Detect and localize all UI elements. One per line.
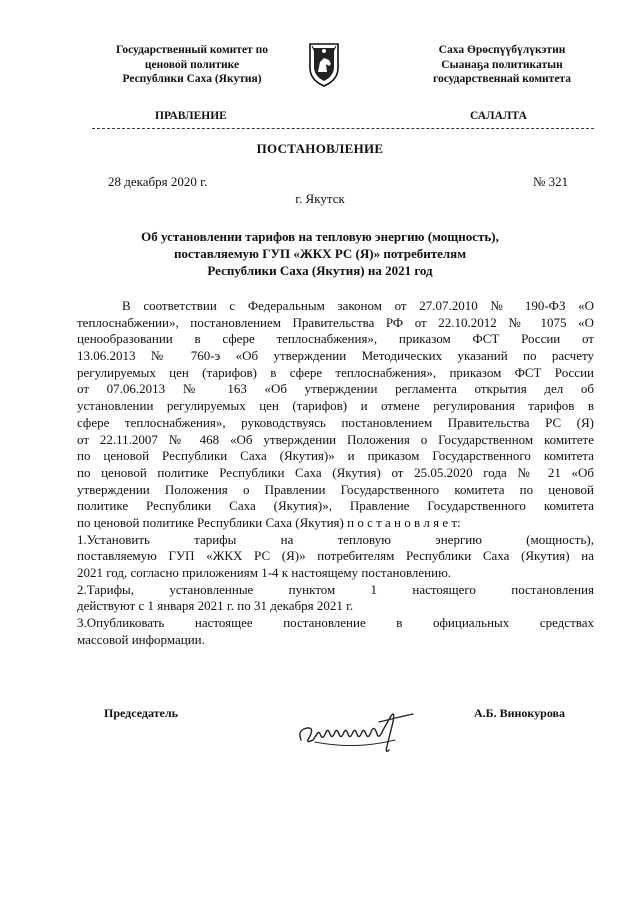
preamble-line: сфере теплоснабжения», руководствуясь постановлением Правительства РС (Я): [77, 414, 594, 430]
preamble-line: по ценовой политике Республики Саха (Якутия) от 25.05.2020 года № 21 «Об: [77, 464, 594, 480]
resolution-item-2: [77, 582, 594, 599]
sakha-coat-of-arms-icon: [307, 42, 341, 88]
item-number: 3.: [77, 615, 87, 631]
item-text: Тарифы, установленные пунктом 1 настоящего постановления: [86, 581, 594, 597]
agency-name-line: государственнай комитета: [433, 73, 571, 85]
board-label-russian: ПРАВЛЕНИЕ: [155, 110, 227, 122]
item-number: 1.: [77, 531, 87, 547]
preamble-line: ценообразовании в сфере теплоснабжения», приказом ФСТ России от: [77, 331, 594, 347]
preamble-line: по ценовой Республики Саха (Якутия)» и приказом Государственного комитета: [77, 448, 594, 464]
item-number: 2.: [77, 581, 87, 597]
resolution-item-3: [77, 615, 594, 632]
agency-name-russian: [96, 43, 288, 87]
preamble-line: теплоснабжении», постановлением Правительства РФ от 22.10.2012 № 1075 «О: [77, 314, 594, 330]
preamble-line: В соответствии с Федеральным законом от 27.07.2010 № 190-ФЗ «О: [122, 298, 594, 313]
document-city: г. Якутск: [295, 191, 345, 206]
document-subject: [110, 228, 530, 279]
header-divider: [92, 128, 594, 129]
subject-line: Об установлении тарифов на тепловую энергию (мощность),: [141, 229, 499, 244]
subject-line: поставляемую ГУП «ЖКХ РС (Я)» потребителям: [173, 246, 467, 261]
agency-name-line: Саха Өрөспүүбүлүкэтин: [438, 44, 566, 56]
item-text: Установить тарифы на тепловую энергию (мощность),: [86, 531, 594, 547]
document-date: 28 декабря 2020 г.: [108, 174, 208, 189]
agency-name-line: Республики Саха (Якутия): [122, 73, 262, 85]
item-text: действуют с 1 января 2021 г. по 31 декабря 2021 г.: [77, 598, 354, 614]
preamble-line: по ценовой политике Республики Саха (Якутия) п о с т а н о в л я е т:: [77, 514, 461, 530]
document-body: [77, 298, 594, 648]
item-text: массовой информации.: [77, 631, 205, 647]
resolution-item-1: [77, 532, 594, 549]
agency-name-line: ценовой политике: [144, 58, 240, 71]
preamble-line: установлении регулируемых цен (тарифов) и отмене регулирования тарифов в: [77, 398, 594, 414]
preamble-line: регулируемых цен (тарифов) в сфере теплоснабжения», приказом ФСТ России: [77, 364, 594, 380]
item-text: поставляемую ГУП «ЖКХ РС (Я)» потребителям Республики Саха (Якутия) на: [77, 548, 594, 564]
item-text: Опубликовать настоящее постановление в официальных средствах: [86, 615, 594, 631]
subject-line: Республики Саха (Якутия) на 2021 год: [207, 263, 433, 278]
agency-name-yakut: [404, 43, 600, 87]
signatory-name: А.Б. Винокурова: [474, 706, 566, 720]
board-label-yakut: САЛАЛТА: [470, 110, 527, 122]
preamble-line: политике Республики Саха (Якутия)», Правление Государственного комитета: [77, 498, 594, 514]
handwritten-signature: [295, 700, 427, 760]
signatory-title: Председатель: [104, 706, 178, 720]
preamble-line: утверждении Положения о Правлении Государственного комитета по ценовой: [77, 481, 594, 497]
agency-name-line: Государственный комитет по: [116, 44, 268, 56]
preamble-line: 13.06.2013 № 760-э «Об утверждении Методических указаний по расчету: [77, 348, 594, 364]
preamble-line: от 07.06.2013 № 163 «Об утверждении регламента открытия дел об: [77, 381, 594, 397]
document-number: № 321: [533, 174, 569, 189]
document-title: ПОСТАНОВЛЕНИЕ: [256, 141, 384, 156]
agency-name-line: Сыанаҕа политикатын: [441, 58, 563, 71]
preamble-line: от 22.11.2007 № 468 «Об утверждении Положения о Государственном комитете: [77, 431, 594, 447]
item-text: 2021 год, согласно приложениям 1-4 к настоящему постановлению.: [77, 565, 452, 580]
